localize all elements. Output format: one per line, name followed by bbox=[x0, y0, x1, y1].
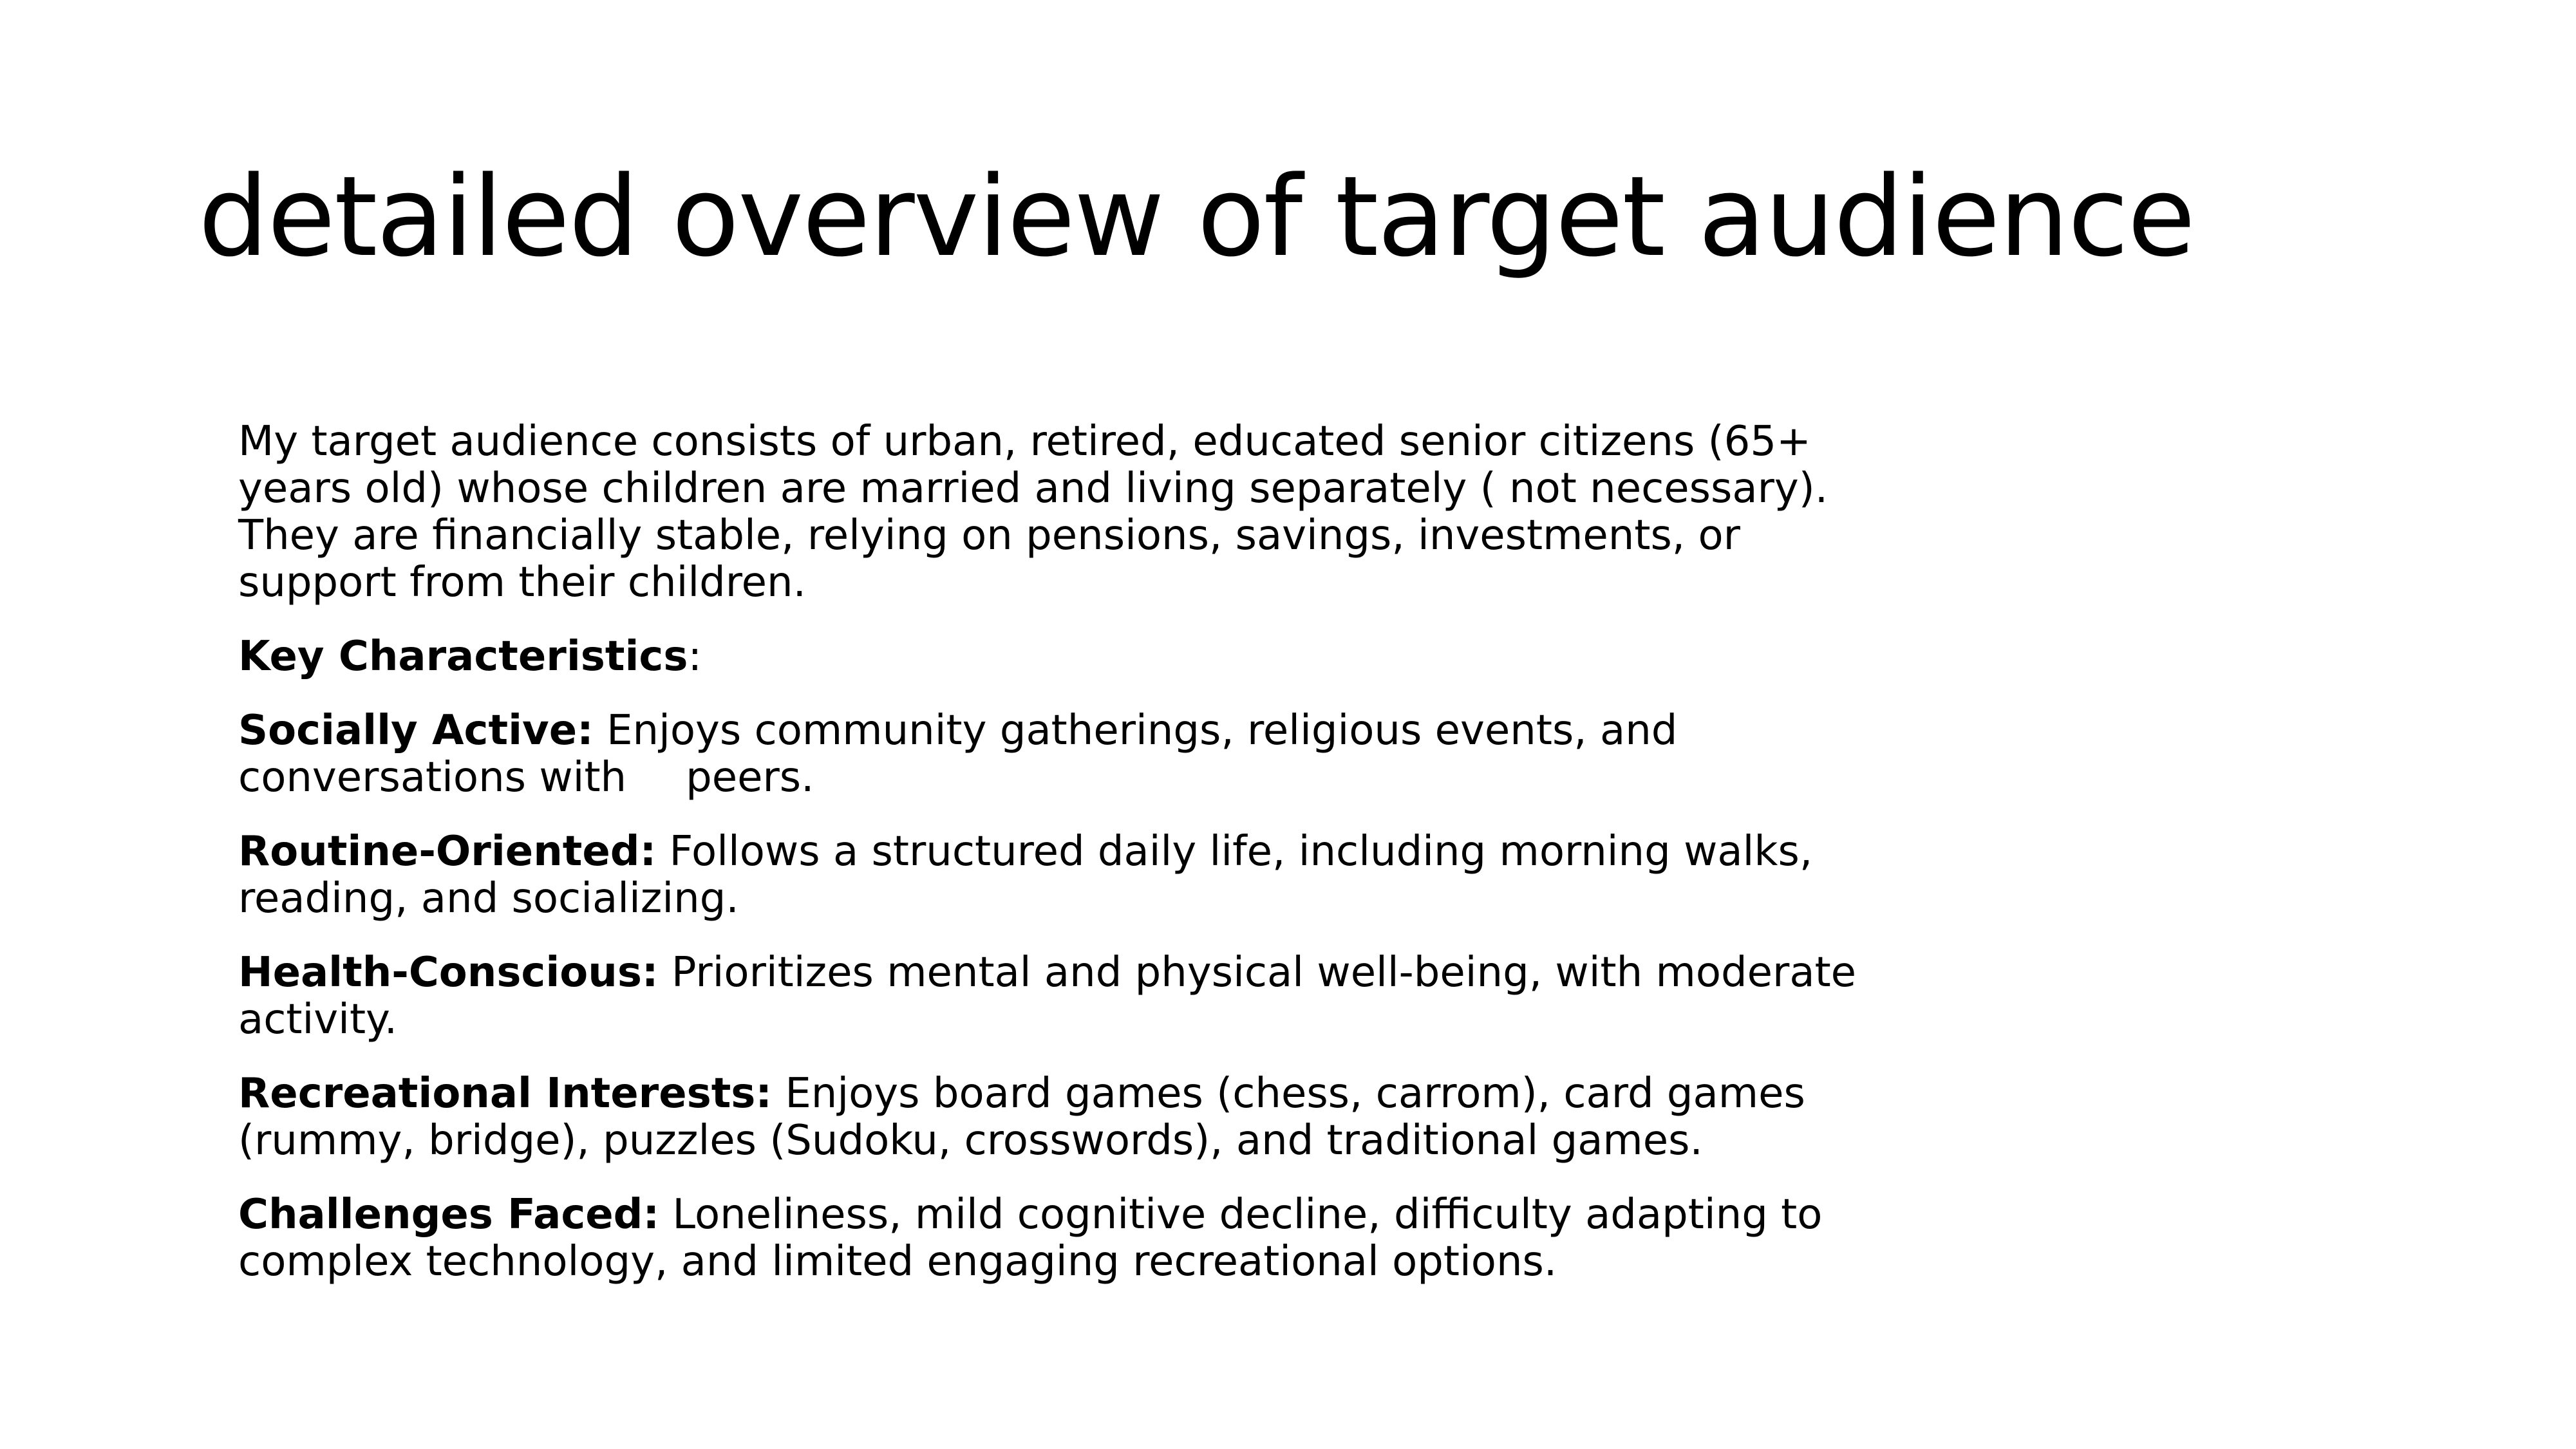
characteristic-text: Prioritizes mental and physical well-being, with moderate bbox=[658, 949, 1857, 996]
intro-line: years old) whose children are married and living separately ( not necessary). bbox=[238, 465, 1829, 512]
characteristic-health-conscious bbox=[238, 949, 1977, 1043]
characteristic-routine-oriented bbox=[238, 828, 1977, 922]
characteristic-text: Loneliness, mild cognitive decline, difficulty adapting to bbox=[659, 1191, 1823, 1239]
characteristic-text: activity. bbox=[238, 996, 398, 1043]
characteristic-text: Enjoys community gatherings, religious events, and bbox=[593, 707, 1678, 754]
key-characteristics-colon: : bbox=[688, 633, 702, 680]
characteristic-recreational-interests bbox=[238, 1070, 1977, 1164]
characteristic-label: Routine-Oriented: bbox=[238, 828, 657, 875]
characteristic-label: Socially Active: bbox=[238, 707, 594, 754]
characteristic-text: (rummy, bridge), puzzles (Sudoku, crosswords), and traditional games. bbox=[238, 1117, 1703, 1164]
characteristic-text: complex technology, and limited engaging recreational options. bbox=[238, 1238, 1557, 1285]
characteristic-label: Health-Conscious: bbox=[238, 949, 659, 996]
intro-paragraph bbox=[238, 418, 1977, 606]
characteristic-text: reading, and socializing. bbox=[238, 875, 739, 922]
characteristic-text: peers. bbox=[686, 754, 814, 801]
characteristic-challenges-faced bbox=[238, 1192, 1977, 1285]
slide-title: detailed overview of target audience bbox=[198, 152, 2195, 281]
characteristic-label: Recreational Interests: bbox=[238, 1070, 772, 1117]
key-characteristics-heading bbox=[238, 633, 1977, 680]
slide-body bbox=[238, 418, 1977, 1313]
characteristic-label: Challenges Faced: bbox=[238, 1191, 660, 1239]
characteristic-text: Follows a structured daily life, including morning walks, bbox=[656, 828, 1813, 875]
intro-line: They are financially stable, relying on pensions, savings, investments, or bbox=[238, 512, 1740, 559]
characteristic-socially-active bbox=[238, 707, 1977, 801]
characteristic-text: conversations with bbox=[238, 754, 627, 801]
intro-line: My target audience consists of urban, retired, educated senior citizens (65+ bbox=[238, 418, 1811, 465]
characteristic-text: Enjoys board games (chess, carrom), card games bbox=[771, 1070, 1805, 1117]
intro-line: support from their children. bbox=[238, 559, 806, 606]
key-characteristics-label: Key Characteristics bbox=[238, 633, 688, 680]
